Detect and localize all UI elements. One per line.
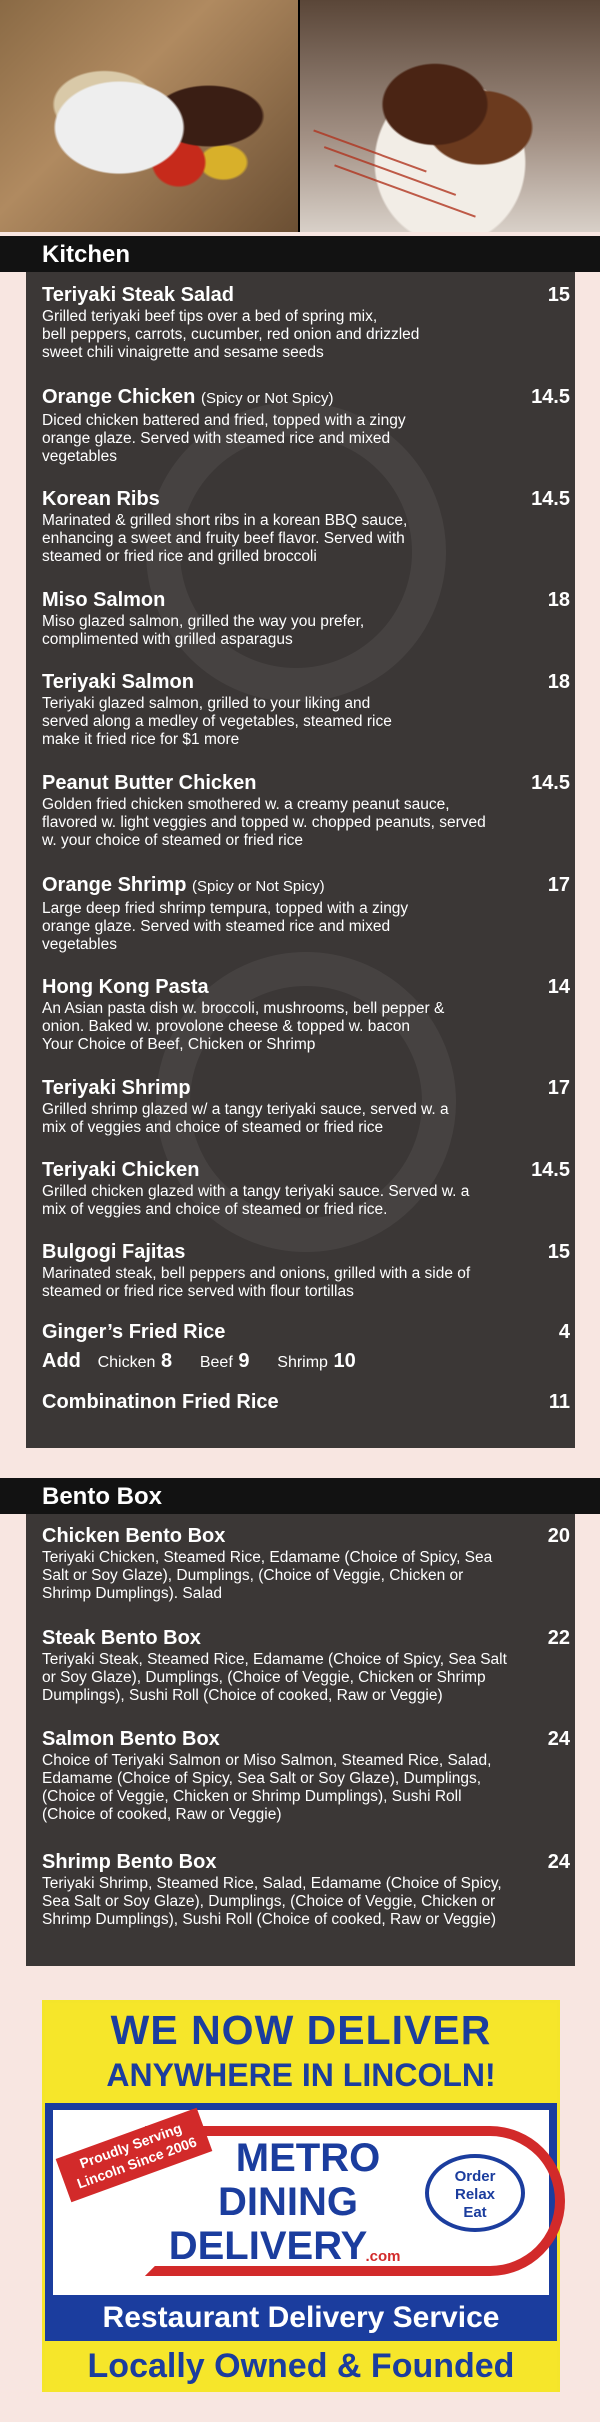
menu-item-description-line: vegetables xyxy=(42,448,117,465)
menu-item-title: Combinatinon Fried Rice xyxy=(42,1391,279,1413)
menu-item-name xyxy=(42,1076,554,1100)
ad-bottom-text: Locally Owned & Founded xyxy=(87,2347,515,2385)
menu-item-price: 24 xyxy=(547,1728,570,1750)
menu-item-name xyxy=(42,487,554,511)
menu-item xyxy=(42,1626,554,1704)
menu-item-note: (Spicy or Not Spicy) xyxy=(200,390,334,407)
menu-item-description-line: vegetables xyxy=(42,936,117,953)
menu-item-description-line: Golden fried chicken smothered w. a creamy peanut sauce, xyxy=(42,796,450,813)
add-option-shrimp-price: 10 xyxy=(333,1350,356,1372)
add-option-beef-price: 9 xyxy=(238,1350,250,1372)
menu-item-description-line: Dumplings), Sushi Roll (Choice of cooked, Raw or Veggie) xyxy=(42,1687,443,1704)
menu-item-description-line: Sea Salt or Soy Glaze), Dumplings, (Choice of Veggie, Chicken or xyxy=(42,1893,496,1910)
badge-word-order: Order xyxy=(454,2168,496,2185)
menu-item-title: Teriyaki Steak Salad xyxy=(42,284,234,306)
menu-item xyxy=(42,487,554,565)
menu-item-description-line: Salt or Soy Glaze), Dumplings, (Choice of Veggie, Chicken or xyxy=(42,1567,464,1584)
menu-item-name xyxy=(42,1390,554,1414)
menu-item-price: 14.5 xyxy=(531,488,570,510)
menu-item-price: 15 xyxy=(547,284,570,306)
menu-item-description-line: flavored w. light veggies and topped w. chopped peanuts, served xyxy=(42,814,486,831)
menu-item-title: Korean Ribs xyxy=(42,488,160,510)
menu-item-description-line: Teriyaki Shrimp, Steamed Rice, Salad, Edamame (Choice of Spicy, xyxy=(42,1875,502,1892)
add-option-chicken-price: 8 xyxy=(160,1350,173,1372)
menu-item-price: 18 xyxy=(547,671,570,693)
proudly-serving-stamp: Proudly Serving Lincoln Since 2006 xyxy=(56,2108,213,2203)
logo-suffix: .com xyxy=(365,2248,401,2265)
menu-item-name xyxy=(42,385,554,411)
menu-item-title: Peanut Butter Chicken xyxy=(42,772,257,794)
menu-item-name xyxy=(42,771,554,795)
menu-item-description-line: mix of veggies and choice of steamed or fried rice xyxy=(42,1119,384,1136)
menu-item-note: (Spicy or Not Spicy) xyxy=(192,878,325,895)
kitchen-section-header xyxy=(0,236,600,272)
menu-item-name xyxy=(42,975,554,999)
menu-item-description-line: Shrimp Dumplings), Sushi Roll (Choice of cooked, Raw or Veggie) xyxy=(42,1911,497,1928)
menu-item-description-line: Miso glazed salmon, grilled the way you prefer, xyxy=(42,613,365,630)
bento-section-title: Bento Box xyxy=(42,1483,162,1510)
menu-item xyxy=(42,1850,554,1928)
menu-item-description-line: Teriyaki Steak, Steamed Rice, Edamame (Choice of Spicy, Sea Salt xyxy=(42,1651,507,1668)
menu-item-description-line: make it fried rice for $1 more xyxy=(42,731,240,748)
menu-item-description-line: Edamame (Choice of Spicy, Sea Salt or Soy Glaze), Dumplings, xyxy=(42,1770,482,1787)
menu-item-name xyxy=(42,1727,554,1751)
menu-item-title: Steak Bento Box xyxy=(42,1627,201,1649)
menu-item xyxy=(42,1524,554,1602)
menu-item-price: 14 xyxy=(547,976,570,998)
menu-item xyxy=(42,1320,554,1344)
add-option-shrimp-name: Shrimp xyxy=(277,1354,328,1371)
menu-item-title: Chicken Bento Box xyxy=(42,1525,226,1547)
menu-item-description-line: Teriyaki glazed salmon, grilled to your liking and xyxy=(42,695,371,712)
menu-item-title: Orange Chicken xyxy=(42,386,196,408)
menu-item-description-line: steamed or fried rice served with flour tortillas xyxy=(42,1283,354,1300)
menu-item xyxy=(42,588,554,648)
menu-item-title: Teriyaki Chicken xyxy=(42,1159,200,1181)
menu-item-name xyxy=(42,1626,554,1650)
menu-item-description-line: Choice of Teriyaki Salmon or Miso Salmon, Steamed Rice, Salad, xyxy=(42,1752,492,1769)
menu-item-name xyxy=(42,670,554,694)
order-relax-eat-badge xyxy=(425,2154,525,2232)
menu-item-title: Shrimp Bento Box xyxy=(42,1851,217,1873)
menu-item-price: 11 xyxy=(548,1391,570,1413)
menu-item-description-line: Grilled teriyaki beef tips over a bed of spring mix, xyxy=(42,308,378,325)
ad-headline: WE NOW DELIVER xyxy=(110,2007,492,2053)
add-option-beef-name: Beef xyxy=(199,1354,233,1371)
menu-item-price: 14.5 xyxy=(531,1159,570,1181)
menu-item-name xyxy=(42,873,554,899)
header-photos xyxy=(0,0,600,232)
menu-item-description-line: Shrimp Dumplings). Salad xyxy=(42,1585,223,1602)
menu-item-title: Salmon Bento Box xyxy=(42,1728,220,1750)
menu-item-title: Bulgogi Fajitas xyxy=(42,1241,186,1263)
menu-item-description-line: Marinated & grilled short ribs in a korean BBQ sauce, xyxy=(42,512,408,529)
menu-item xyxy=(42,1727,554,1823)
fried-rice-add-ons xyxy=(42,1350,356,1373)
menu-item-price: 17 xyxy=(547,874,570,896)
menu-item-title: Ginger’s Fried Rice xyxy=(42,1321,226,1343)
ad-service-text: Restaurant Delivery Service xyxy=(102,2301,500,2334)
metro-dining-logo xyxy=(53,2110,549,2295)
menu-item xyxy=(42,975,554,1053)
menu-item-title: Teriyaki Shrimp xyxy=(42,1077,191,1099)
logo-word-metro: METRO xyxy=(235,2136,381,2180)
menu-item xyxy=(42,283,554,361)
menu-item-description-line: (Choice of cooked, Raw or Veggie) xyxy=(42,1806,282,1823)
menu-item xyxy=(42,1076,554,1136)
kitchen-section-title: Kitchen xyxy=(42,241,131,268)
menu-item-price: 14.5 xyxy=(531,772,570,794)
menu-item-name xyxy=(42,1158,554,1182)
menu-item-title: Hong Kong Pasta xyxy=(42,976,209,998)
menu-item-description-line: or Soy Glaze), Dumplings, (Choice of Veggie, Chicken or Shrimp xyxy=(42,1669,486,1686)
logo-word-dining: DINING xyxy=(218,2180,358,2224)
menu-item-price: 17 xyxy=(547,1077,570,1099)
menu-item xyxy=(42,1158,554,1218)
menu-item-description-line: orange glaze. Served with steamed rice and mixed xyxy=(42,430,391,447)
menu-item-description-line: An Asian pasta dish w. broccoli, mushrooms, bell pepper & xyxy=(42,1000,445,1017)
menu-item-title: Teriyaki Salmon xyxy=(42,671,194,693)
menu-item xyxy=(42,385,554,465)
menu-item-price: 18 xyxy=(547,589,570,611)
menu-item-description-line: orange glaze. Served with steamed rice and mixed xyxy=(42,918,391,935)
menu-item-title: Orange Shrimp xyxy=(42,874,187,896)
menu-item-description-line: bell peppers, carrots, cucumber, red onion and drizzled xyxy=(42,326,420,343)
menu-item-description-line: (Choice of Veggie, Chicken or Shrimp Dumplings), Sushi Roll xyxy=(42,1788,462,1805)
menu-item-price: 15 xyxy=(547,1241,570,1263)
badge-word-eat: Eat xyxy=(463,2204,487,2221)
menu-item-name xyxy=(42,588,554,612)
menu-item-description-line: steamed or fried rice and grilled broccoli xyxy=(42,548,317,565)
menu-item-price: 22 xyxy=(547,1627,570,1649)
menu-item-description-line: onion. Baked w. provolone cheese & topped w. bacon xyxy=(42,1018,410,1035)
menu-item xyxy=(42,670,554,748)
badge-word-relax: Relax xyxy=(454,2186,496,2203)
menu-item-description-line: Grilled chicken glazed with a tangy teriyaki sauce. Served w. a xyxy=(42,1183,470,1200)
menu-item xyxy=(42,771,554,849)
menu-item-price: 20 xyxy=(547,1525,570,1547)
ad-subheadline: ANYWHERE IN LINCOLN! xyxy=(106,2057,496,2093)
menu-item-description-line: sweet chili vinaigrette and sesame seeds xyxy=(42,344,324,361)
glazed-chicken-photo xyxy=(300,0,600,232)
menu-item-description-line: w. your choice of steamed or fried rice xyxy=(42,832,304,849)
menu-item xyxy=(42,1240,554,1300)
menu-item-title: Miso Salmon xyxy=(42,589,166,611)
menu-item-description-line: enhancing a sweet and fruity beef flavor. Served with xyxy=(42,530,405,547)
menu-item-description-line: Your Choice of Beef, Chicken or Shrimp xyxy=(42,1036,316,1053)
menu-item xyxy=(42,1390,554,1414)
menu-item-description-line: mix of veggies and choice of steamed or fried rice. xyxy=(42,1201,388,1218)
steak-salad-photo xyxy=(0,0,298,232)
menu-item-description-line: Marinated steak, bell peppers and onions, grilled with a side of xyxy=(42,1265,471,1282)
menu-item-price: 14.5 xyxy=(531,386,570,408)
bento-section-header xyxy=(0,1478,600,1514)
menu-item-name xyxy=(42,1850,554,1874)
menu-item-description-line: Large deep fried shrimp tempura, topped with a zingy xyxy=(42,900,409,917)
menu-item-description-line: Grilled shrimp glazed w/ a tangy teriyaki sauce, served w. a xyxy=(42,1101,449,1118)
menu-item-name xyxy=(42,1320,554,1344)
menu-item-description-line: complimented with grilled asparagus xyxy=(42,631,293,648)
menu-item-price: 24 xyxy=(547,1851,570,1873)
logo-word-delivery: DELIVERY xyxy=(168,2224,368,2268)
menu-item-name xyxy=(42,1240,554,1264)
add-option-chicken-name: Chicken xyxy=(97,1354,156,1371)
menu-item-description-line: served along a medley of vegetables, steamed rice xyxy=(42,713,392,730)
menu-item xyxy=(42,873,554,953)
menu-item-price: 4 xyxy=(558,1321,570,1343)
menu-item-name xyxy=(42,1524,554,1548)
add-label: Add xyxy=(42,1350,81,1372)
menu-item-name xyxy=(42,283,554,307)
delivery-advertisement xyxy=(42,2000,560,2392)
menu-item-description-line: Teriyaki Chicken, Steamed Rice, Edamame (Choice of Spicy, Sea xyxy=(42,1549,493,1566)
menu-item-description-line: Diced chicken battered and fried, topped with a zingy xyxy=(42,412,406,429)
